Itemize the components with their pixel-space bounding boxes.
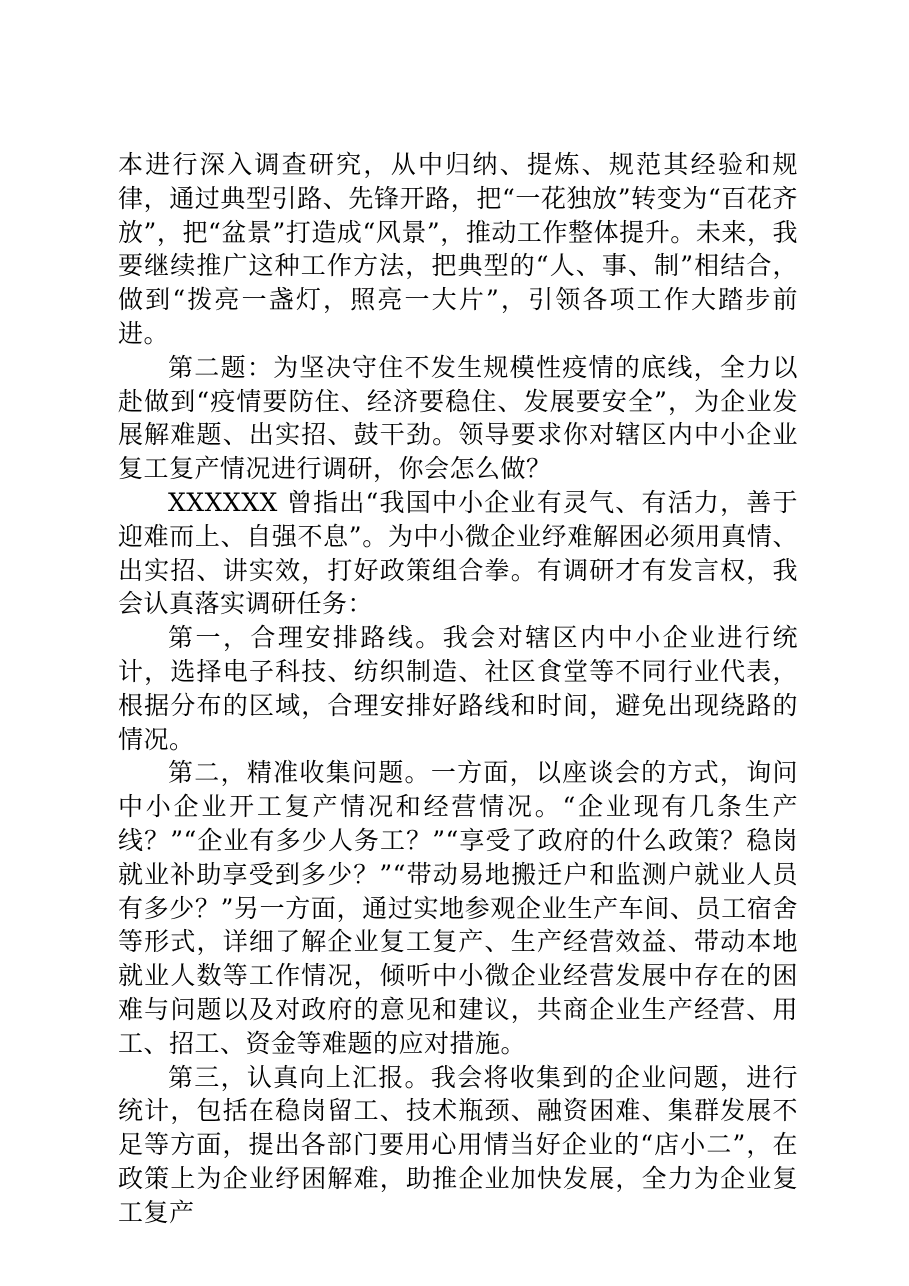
paragraph-step-one: 第一，合理安排路线。我会对辖区内中小企业进行统计，选择电子科技、纺织制造、社区食堂等不同行业代表，根据分布的区域，合理安排好路线和时间，避免出现绕路的情况。 — [118, 623, 798, 754]
paragraph-step-three: 第三，认真向上汇报。我会将收集到的企业问题，进行统计，包括在稳岗留工、技术瓶颈、融资困难、集群发展不足等方面，提出各部门要用心用情当好企业的“店小二”，在政策上为企业纾困解难，助推企业加快发展，全力为企业复工复产 — [118, 1062, 798, 1227]
document-body — [118, 148, 798, 1230]
paragraph-continuation: 本进行深入调查研究，从中归纳、提炼、规范其经验和规律，通过典型引路、先锋开路，把“一花独放”转变为“百花齐放”，把“盆景”打造成“风景”，推动工作整体提升。未来，我要继续推广这种工作方法，把典型的“人、事、制”相结合，做到“拨亮一盏灯，照亮一大片”，引领各项工作大踏步前进。 — [118, 150, 798, 348]
paragraph-question-two: 第二题：为坚决守住不发生规模性疫情的底线，全力以赴做到“疫情要防住、经济要稳住、发展要安全”，为企业发展解难题、出实招、鼓干劲。领导要求你对辖区内中小企业复工复产情况进行调研，你会怎么做？ — [118, 352, 798, 484]
paragraph-step-two: 第二，精准收集问题。一方面，以座谈会的方式，询问中小企业开工复产情况和经营情况。“企业现有几条生产线？”“企业有多少人务工？”“享受了政府的什么政策？稳岗就业补助享受到多少？”“带动易地搬迁户和监测户就业人员有多少？”另一方面，通过实地参观企业生产车间、员工宿舍等形式，详细了解企业复工复产、生产经营效益、带动本地就业人数等工作情况，倾听中小微企业经营发展中存在的困难与问题以及对政府的意见和建议，共商企业生产经营、用工、招工、资金等难题的应对措施。 — [118, 758, 798, 1058]
paragraph-introduction: XXXXXX 曾指出“我国中小企业有灵气、有活力，善于迎难而上、自强不息”。为中小微企业纾难解困必须用真情、出实招、讲实效，打好政策组合拳。有调研才有发言权，我会认真落实调研任务： — [118, 487, 798, 619]
